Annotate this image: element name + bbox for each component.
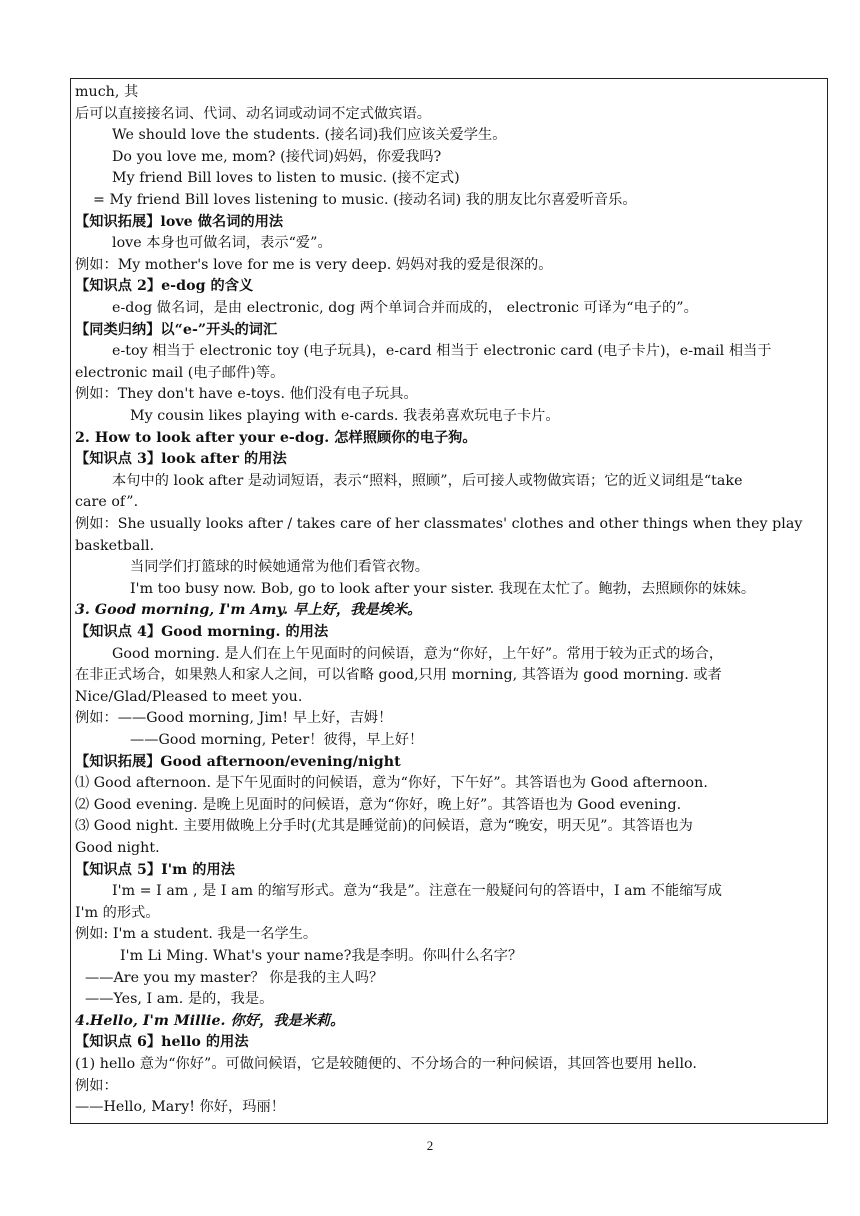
section-heading: 【知识点 3】look after 的用法	[75, 451, 287, 468]
text-line: 例如：My mother's love for me is very deep. 妈妈对我的爱是很深的。	[75, 256, 553, 273]
text-line: 后可以直接接名词、代词、动名词或动词不定式做宾语。	[75, 105, 431, 122]
text-line: Good night.	[75, 840, 160, 856]
text-line: ——Good morning, Peter！彼得，早上好！	[130, 732, 424, 748]
text-line: 本句中的 look after 是动词短语，表示“照料，照顾”，后可接人或物做宾语；它的近义词组是“take	[112, 472, 743, 489]
text-line: ——Hello, Mary! 你好，玛丽！	[75, 1099, 285, 1116]
text-line: 例如：	[75, 1077, 118, 1094]
text-line: ——Are you my master？ 你是我的主人吗？	[85, 969, 384, 986]
section-heading: 【知识点 6】hello 的用法	[75, 1034, 249, 1051]
text-line: basketball.	[75, 537, 155, 554]
text-line: I'm 的形式。	[75, 904, 160, 921]
text-line: e-toy 相当于 electronic toy (电子玩具)，e-card 相当于 electronic card (电子卡片)，e-mail 相当于	[112, 343, 772, 360]
text-line: I'm too busy now. Bob, go to look after your sister. 我现在太忙了。鲍勃，去照顾你的妹妹。	[130, 580, 756, 597]
section-heading: 【知识点 4】Good morning. 的用法	[75, 624, 329, 640]
text-line: e-dog 做名词，是由 electronic, dog 两个单词合并而成的， electronic 可译为“电子的”。	[112, 300, 698, 316]
sentence-heading: 4.Hello, I'm Millie. 你好，我是米莉。	[75, 1012, 345, 1029]
text-line: Nice/Glad/Pleased to meet you.	[75, 688, 303, 705]
sentence-heading: 3. Good morning, I'm Amy. 早上好，我是埃米。	[75, 602, 422, 619]
section-heading: 【知识点 2】e-dog 的含义	[75, 278, 254, 295]
sentence-heading: 2. How to look after your e-dog. 怎样照顾你的电子狗。	[75, 429, 477, 446]
text-line: much, 其	[75, 84, 139, 100]
text-line: Good morning. 是人们在上午见面时的问候语，意为“你好，上午好”。常用于较为正式的场合，	[112, 645, 724, 662]
text-line: 例如：She usually looks after / takes care of her classmates' clothes and other things when they play	[75, 516, 803, 532]
text-line: 例如：——Good morning, Jim! 早上好，吉姆！	[75, 710, 393, 727]
text-line: ⑴ Good afternoon. 是下午见面时的问候语，意为“你好，下午好”。其答语也为 Good afternoon.	[75, 775, 708, 792]
text-line: care of”.	[75, 494, 139, 511]
text-line: = My friend Bill loves listening to music. (接动名词) 我的朋友比尔喜爱听音乐。	[93, 192, 637, 208]
text-line: We should love the students. (接名词)我们应该关爱学生。	[112, 127, 507, 144]
page-number: 2	[426, 1138, 434, 1153]
text-line: ⑶ Good night. 主要用做晚上分手时(尤其是睡觉前)的问候语，意为“晚安，明天见”。其答语也为	[75, 818, 693, 835]
text-line: ⑵ Good evening. 是晚上见面时的问候语，意为“你好，晚上好”。其答语也为 Good evening.	[75, 796, 682, 813]
text-line: 在非正式场合，如果熟人和家人之间，可以省略 good,只用 morning, 其答语为 good morning. 或者	[75, 667, 722, 684]
text-line: (1) hello 意为“你好”。可做问候语，它是较随便的、不分场合的一种问候语，其回答也要用 hello.	[75, 1056, 697, 1072]
text-line: My cousin likes playing with e-cards. 我表弟喜欢玩电子卡片。	[130, 408, 560, 424]
text-line: 例如：They don't have e-toys. 他们没有电子玩具。	[75, 386, 418, 403]
section-heading: 【知识点 5】I'm 的用法	[75, 861, 235, 878]
text-line: 例如: I'm a student. 我是一名学生。	[75, 926, 318, 943]
text-line: electronic mail (电子邮件)等。	[75, 364, 285, 381]
text-line: love 本身也可做名词，表示“爱”。	[112, 235, 332, 252]
text-line: Do you love me, mom? (接代词)妈妈，你爱我吗?	[112, 148, 442, 165]
text-line: My friend Bill loves to listen to music. (接不定式)	[112, 170, 460, 187]
text-line: I'm Li Ming. What's your name?我是李明。你叫什么名字？	[120, 948, 523, 964]
section-heading: 【同类归纳】以“e-”开头的词汇	[75, 321, 278, 338]
section-heading: 【知识拓展】love 做名词的用法	[75, 213, 284, 230]
text-line: I'm = I am , 是 I am 的缩写形式。意为“我是”。注意在一般疑问句的答语中，I am 不能缩写成	[112, 883, 722, 900]
text-line: 当同学们打篮球的时候她通常为他们看管衣物。	[130, 559, 429, 576]
section-heading: 【知识拓展】Good afternoon/evening/night	[75, 753, 401, 770]
text-line: ——Yes, I am. 是的，我是。	[85, 991, 274, 1008]
